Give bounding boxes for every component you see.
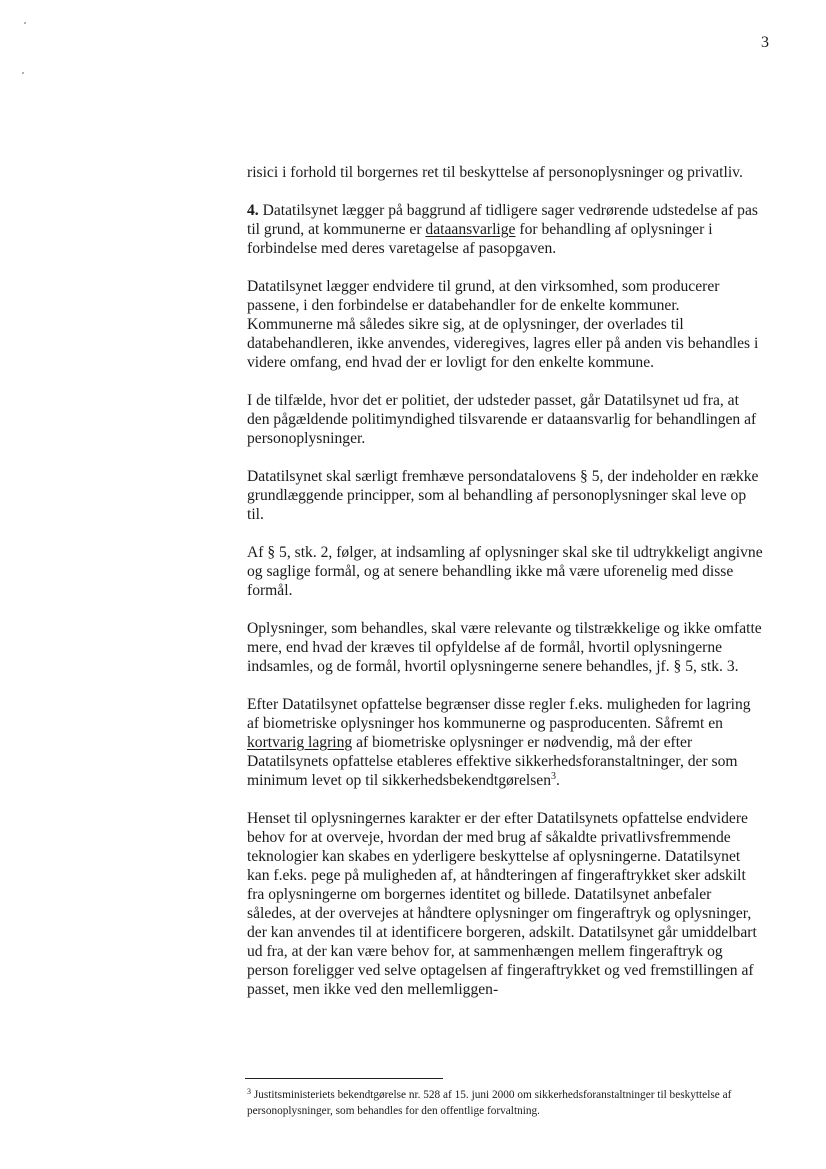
- footnote-text: Justitsministeriets bekendtgørelse nr. 528 af 15. juni 2000 om sikkerhedsforanstaltninger til beskyttelse af personoplysninger, som behandles for den offentlige forvaltning.: [247, 1089, 732, 1117]
- paragraph-2: [247, 201, 763, 258]
- paragraph-9: Henset til oplysningernes karakter er der efter Datatilsynets opfattelse endvidere behov for at overveje, hvordan der med brug af såkaldte privatlivsfremmende teknologier kan skabes en yderligere beskyttelse af oplysningerne. Datatilsynet kan f.eks. pege på muligheden af, at håndteringen af fingeraftrykket sker adskilt fra oplysningerne om borgernes identitet og billede. Datatilsynet anbefaler således, at der overvejes at håndtere oplysninger om fingeraftryk og oplysninger, der kan anvendes til at identificere borgeren, adskilt. Datatilsynet går umiddelbart ud fra, at der kan være behov for, at sammenhængen mellem fingeraftryk og person foreligger ved selve optagelsen af fingeraftrykket og ved fremstillingen af passet, men ikke ved den mellemliggen-: [247, 810, 757, 998]
- scan-speck: [24, 22, 26, 24]
- paragraph-5: Datatilsynet skal særligt fremhæve persondatalovens § 5, der indeholder en række grundlæggende principper, som al behandling af personoplysninger skal leve op til.: [247, 468, 759, 523]
- page-number: 3: [761, 34, 769, 51]
- footnote-mark: 3: [247, 1087, 251, 1096]
- paragraph-4: I de tilfælde, hvor det er politiet, der udsteder passet, går Datatilsynet ud fra, at den pågældende politimyndighed tilsvarende er dataansvarlig for behandlingen af personoplysninger.: [247, 392, 757, 447]
- paragraph-7: Oplysninger, som behandles, skal være relevante og tilstrækkelige og ikke omfatte mere, end hvad der kræves til opfyldelse af de formål, hvortil oplysningerne indsamles, og de formål, hvortil oplysningerne senere behandles, jf. § 5, stk. 3.: [247, 620, 762, 675]
- paragraph-8-end: .: [556, 772, 560, 789]
- paragraph-6: Af § 5, stk. 2, følger, at indsamling af oplysninger skal ske til udtrykkeligt angivne og saglige formål, og at senere behandling ikke må være uforenelig med disse formål.: [247, 544, 763, 599]
- paragraph-2-text-b: for behandling af oplysninger i forbindelse med deres varetagelse af pasopgaven.: [247, 221, 713, 257]
- footnote-reference[interactable]: 3: [551, 771, 557, 782]
- underlined-term-kortvarig-lagring: kortvarig lagring: [247, 734, 353, 751]
- paragraph-3: Datatilsynet lægger endvidere til grund, at den virksomhed, som producerer passene, i den forbindelse er databehandler for de enkelte kommuner. Kommunerne må således sikre sig, at de oplysninger, der overlades til databehandleren, ikke anvendes, videregives, lagres eller på anden vis behandles i videre omfang, end hvad der er lovligt for den enkelte kommune.: [247, 278, 759, 371]
- paragraph-8-text-a: Efter Datatilsynet opfattelse begrænser disse regler f.eks. muligheden for lagring af biometriske oplysninger hos kommunerne og pasproducenten. Såfremt en: [247, 696, 751, 732]
- footnote-divider: [245, 1078, 443, 1079]
- underlined-term-dataansvarlige: dataansvarlige: [425, 221, 516, 238]
- scan-speck: [22, 72, 24, 74]
- paragraph-8-text-b: af biometriske oplysninger er nødvendig, må der efter Datatilsynets opfattelse etableres effektive sikkerhedsforanstaltninger, der som minimum levet op til sikkerhedsbekendtgørelsen: [247, 734, 738, 789]
- paragraph-8: [247, 695, 763, 790]
- body-text: [247, 163, 763, 1018]
- paragraph-1: risici i forhold til borgernes ret til beskyttelse af personoplysninger og privatliv.: [247, 164, 743, 181]
- paragraph-2-text-a: Datatilsynet lægger på baggrund af tidligere sager vedrørende udstedelse af pas til grund, at kommunerne er: [247, 202, 758, 238]
- section-number: 4.: [247, 202, 259, 219]
- footnote: [247, 1087, 763, 1119]
